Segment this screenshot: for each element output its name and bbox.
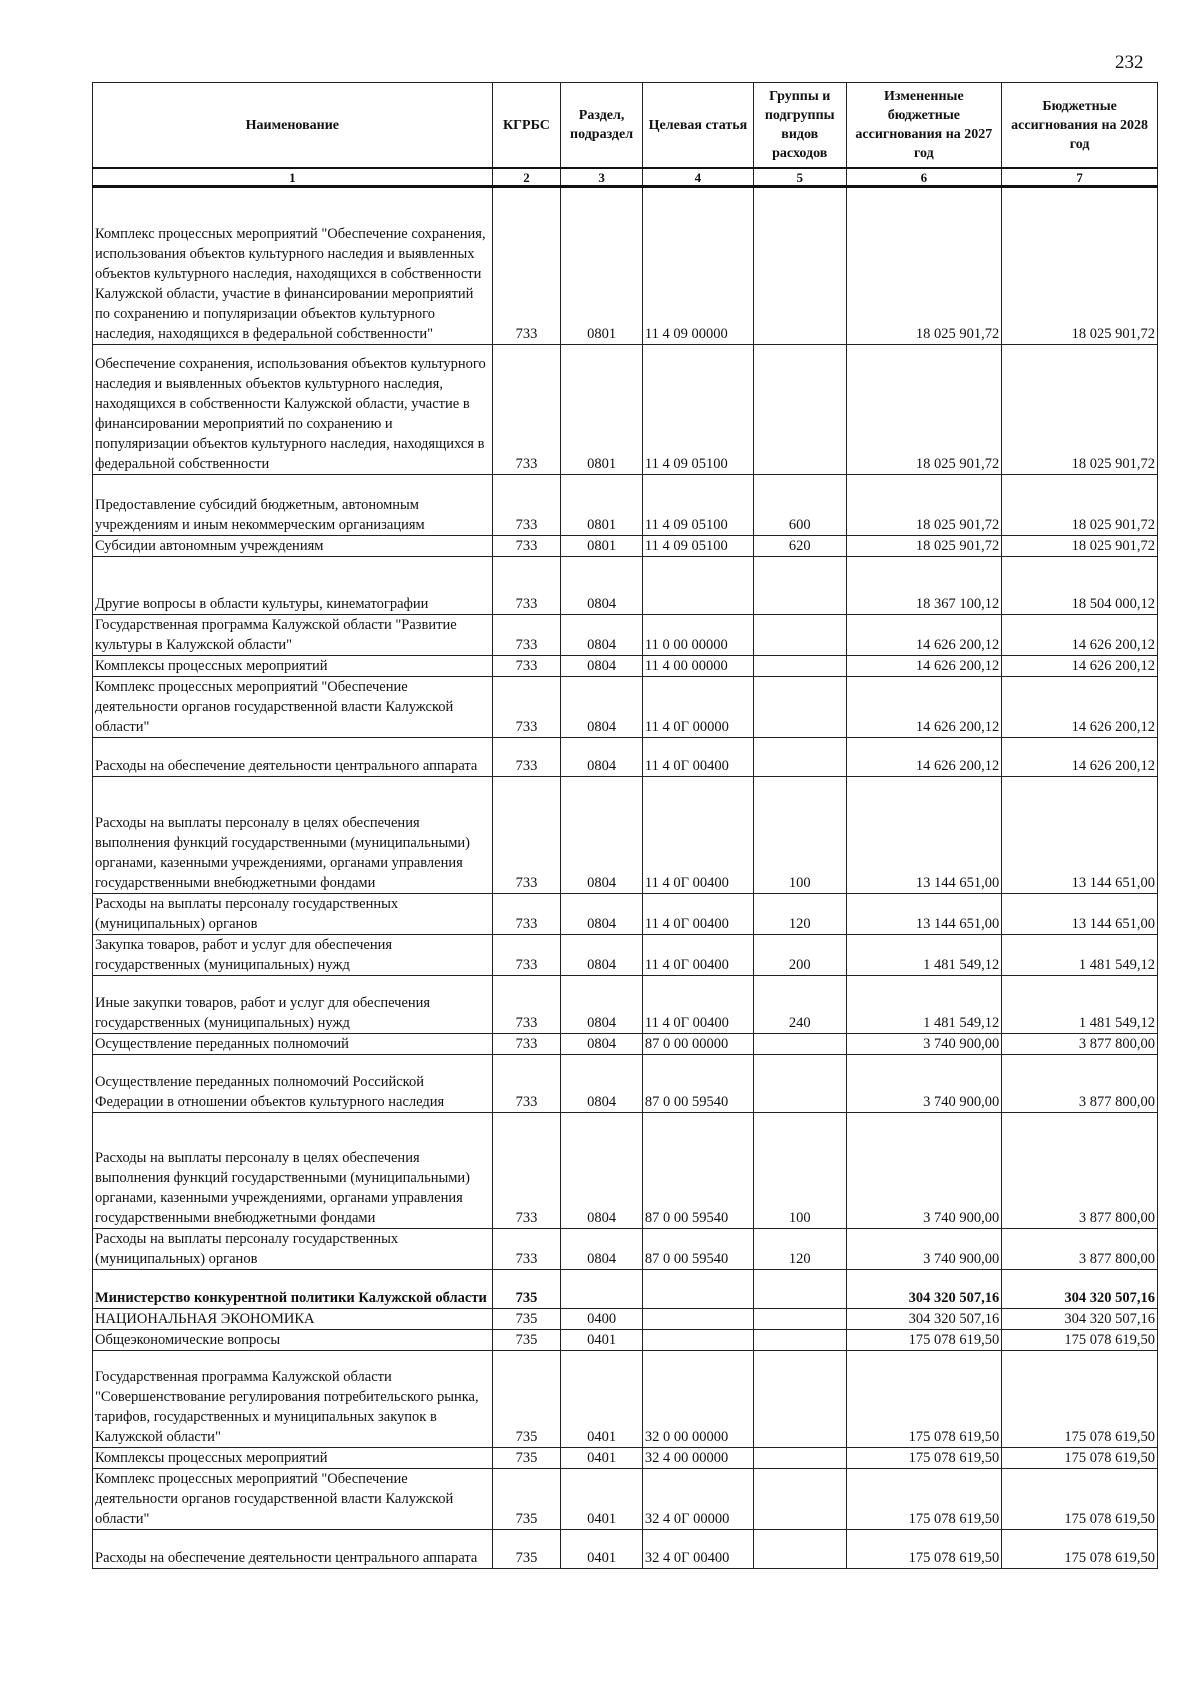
row-article: 11 4 00 00000 [642,656,753,677]
row-article: 11 4 0Г 00400 [642,894,753,935]
row-amount-2028: 175 078 619,50 [1002,1448,1158,1469]
row-amount-2027: 3 740 900,00 [846,1229,1002,1270]
row-kgrbs: 733 [492,777,561,894]
row-article [642,1309,753,1330]
row-amount-2028: 175 078 619,50 [1002,1330,1158,1351]
row-article: 11 4 09 00000 [642,187,753,345]
row-name: Закупка товаров, работ и услуг для обеспечения государственных (муниципальных) нужд [93,935,493,976]
row-amount-2028: 3 877 800,00 [1002,1034,1158,1055]
row-article: 11 4 0Г 00400 [642,738,753,777]
row-group [753,615,846,656]
row-amount-2028: 3 877 800,00 [1002,1055,1158,1113]
row-name: Иные закупки товаров, работ и услуг для обеспечения государственных (муниципальных) нужд [93,976,493,1034]
row-section: 0401 [561,1330,643,1351]
header-budget-2028: Бюджетные ассигнования на 2028 год [1002,83,1158,169]
table-row [93,1469,1158,1530]
table-row [93,1034,1158,1055]
column-number: 1 [93,168,493,187]
row-name: Расходы на обеспечение деятельности центрального аппарата [93,738,493,777]
row-article: 11 4 09 05100 [642,536,753,557]
row-section: 0801 [561,475,643,536]
header-amended-2027: Измененные бюджетные ассигнования на 2027 год [846,83,1002,169]
row-amount-2027: 18 025 901,72 [846,187,1002,345]
row-amount-2027: 18 025 901,72 [846,536,1002,557]
row-kgrbs: 733 [492,1113,561,1229]
header-article: Целевая статья [642,83,753,169]
row-name: Расходы на выплаты персоналу в целях обеспечения выполнения функций государственными (муниципальными) органами, казенными учреждениями, органами управления государственными внебюджетными фондами [93,1113,493,1229]
row-section: 0804 [561,894,643,935]
row-kgrbs: 733 [492,935,561,976]
table-row [93,777,1158,894]
header-kgrbs: КГРБС [492,83,561,169]
row-amount-2028: 14 626 200,12 [1002,677,1158,738]
row-article: 11 0 00 00000 [642,615,753,656]
row-name: Государственная программа Калужской области "Совершенствование регулирования потребительского рынка, тарифов, государственных и муниципальных закупок в Калужской области" [93,1351,493,1448]
table-row [93,1055,1158,1113]
row-section: 0804 [561,935,643,976]
row-name: Предоставление субсидий бюджетным, автономным учреждениям и иным некоммерческим организациям [93,475,493,536]
column-number: 4 [642,168,753,187]
row-group: 100 [753,1113,846,1229]
row-kgrbs: 733 [492,475,561,536]
row-amount-2028: 175 078 619,50 [1002,1469,1158,1530]
row-name: Расходы на выплаты персоналу государственных (муниципальных) органов [93,1229,493,1270]
row-article: 32 4 00 00000 [642,1448,753,1469]
table-row [93,1229,1158,1270]
row-group: 100 [753,777,846,894]
row-amount-2028: 1 481 549,12 [1002,976,1158,1034]
row-name: Расходы на обеспечение деятельности центрального аппарата [93,1530,493,1569]
row-kgrbs: 733 [492,894,561,935]
column-number-row [93,168,1158,187]
row-group [753,1055,846,1113]
row-section: 0401 [561,1351,643,1448]
row-section: 0801 [561,187,643,345]
row-kgrbs: 733 [492,976,561,1034]
row-amount-2027: 14 626 200,12 [846,656,1002,677]
header-group: Группы и подгруппы видов расходов [753,83,846,169]
row-amount-2027: 3 740 900,00 [846,1055,1002,1113]
row-group [753,1330,846,1351]
row-group [753,656,846,677]
table-row [93,1530,1158,1569]
row-section: 0400 [561,1309,643,1330]
row-amount-2027: 175 078 619,50 [846,1351,1002,1448]
column-number: 7 [1002,168,1158,187]
row-article [642,1330,753,1351]
row-kgrbs: 733 [492,738,561,777]
table-row [93,1270,1158,1309]
row-section: 0804 [561,557,643,615]
row-amount-2027: 18 367 100,12 [846,557,1002,615]
row-amount-2028: 18 025 901,72 [1002,187,1158,345]
row-amount-2027: 14 626 200,12 [846,738,1002,777]
row-group: 600 [753,475,846,536]
row-amount-2027: 14 626 200,12 [846,677,1002,738]
row-article [642,1270,753,1309]
row-group: 620 [753,536,846,557]
header-name: Наименование [93,83,493,169]
row-article: 11 4 0Г 00400 [642,777,753,894]
row-amount-2027: 13 144 651,00 [846,777,1002,894]
row-kgrbs: 733 [492,1055,561,1113]
row-group [753,677,846,738]
row-section: 0804 [561,615,643,656]
row-amount-2028: 304 320 507,16 [1002,1309,1158,1330]
row-amount-2028: 175 078 619,50 [1002,1530,1158,1569]
row-kgrbs: 733 [492,615,561,656]
row-name: Государственная программа Калужской области "Развитие культуры в Калужской области" [93,615,493,656]
row-article: 11 4 0Г 00000 [642,677,753,738]
row-amount-2028: 18 025 901,72 [1002,345,1158,475]
row-section: 0804 [561,656,643,677]
row-article: 32 4 0Г 00400 [642,1530,753,1569]
row-amount-2027: 14 626 200,12 [846,615,1002,656]
row-article: 11 4 09 05100 [642,345,753,475]
row-amount-2027: 18 025 901,72 [846,475,1002,536]
row-name: Комплексы процессных мероприятий [93,656,493,677]
row-kgrbs: 735 [492,1330,561,1351]
row-group [753,187,846,345]
row-name: Расходы на выплаты персоналу государственных (муниципальных) органов [93,894,493,935]
row-name: НАЦИОНАЛЬНАЯ ЭКОНОМИКА [93,1309,493,1330]
row-name: Общеэкономические вопросы [93,1330,493,1351]
row-amount-2027: 175 078 619,50 [846,1448,1002,1469]
row-kgrbs: 735 [492,1448,561,1469]
row-kgrbs: 733 [492,557,561,615]
row-section: 0804 [561,1055,643,1113]
table-row [93,935,1158,976]
row-amount-2028: 14 626 200,12 [1002,656,1158,677]
row-kgrbs: 733 [492,1034,561,1055]
row-section: 0804 [561,1113,643,1229]
row-group [753,1448,846,1469]
row-article: 87 0 00 59540 [642,1113,753,1229]
row-name: Обеспечение сохранения, использования объектов культурного наследия и выявленных объектов культурного наследия, находящихся в собственности Калужской области, участие в финансировании мероприятий по сохранению и популяризации объектов культурного наследия, находящихся в федеральной собственности [93,345,493,475]
table-row [93,1351,1158,1448]
row-amount-2028: 18 504 000,12 [1002,557,1158,615]
row-article [642,557,753,615]
row-section: 0401 [561,1448,643,1469]
row-group [753,1469,846,1530]
row-section: 0804 [561,1229,643,1270]
row-section: 0804 [561,976,643,1034]
table-row [93,187,1158,345]
row-name: Осуществление переданных полномочий [93,1034,493,1055]
row-amount-2027: 3 740 900,00 [846,1113,1002,1229]
row-group [753,1270,846,1309]
row-kgrbs: 733 [492,1229,561,1270]
row-amount-2028: 18 025 901,72 [1002,475,1158,536]
row-section [561,1270,643,1309]
row-article: 87 0 00 59540 [642,1229,753,1270]
row-group [753,557,846,615]
row-article: 87 0 00 59540 [642,1055,753,1113]
row-kgrbs: 735 [492,1469,561,1530]
page-number: 232 [1115,52,1144,73]
row-kgrbs: 735 [492,1309,561,1330]
row-group [753,1034,846,1055]
row-group: 120 [753,894,846,935]
table-row [93,475,1158,536]
row-amount-2027: 304 320 507,16 [846,1309,1002,1330]
row-amount-2028: 304 320 507,16 [1002,1270,1158,1309]
table-row [93,1113,1158,1229]
table-row [93,677,1158,738]
row-group: 200 [753,935,846,976]
row-section: 0804 [561,1034,643,1055]
row-amount-2027: 1 481 549,12 [846,976,1002,1034]
row-name: Субсидии автономным учреждениям [93,536,493,557]
column-number: 6 [846,168,1002,187]
table-row [93,345,1158,475]
row-amount-2027: 304 320 507,16 [846,1270,1002,1309]
row-section: 0804 [561,738,643,777]
table-body [93,187,1158,1569]
row-amount-2028: 14 626 200,12 [1002,615,1158,656]
table-row [93,894,1158,935]
row-article: 11 4 0Г 00400 [642,935,753,976]
row-amount-2028: 18 025 901,72 [1002,536,1158,557]
row-name: Комплекс процессных мероприятий "Обеспечение сохранения, использования объектов культурного наследия и выявленных объектов культурного наследия, находящихся в собственности Калужской области, участие в финансировании мероприятий по сохранению и популяризации объектов культурного наследия, находящихся в федеральной собственности" [93,187,493,345]
row-group [753,1351,846,1448]
row-amount-2028: 3 877 800,00 [1002,1113,1158,1229]
row-group [753,345,846,475]
row-amount-2027: 175 078 619,50 [846,1469,1002,1530]
row-name: Осуществление переданных полномочий Российской Федерации в отношении объектов культурного наследия [93,1055,493,1113]
row-name: Министерство конкурентной политики Калужской области [93,1270,493,1309]
table-row [93,1309,1158,1330]
table-header [93,83,1158,187]
row-amount-2028: 175 078 619,50 [1002,1351,1158,1448]
row-kgrbs: 735 [492,1270,561,1309]
table-row [93,738,1158,777]
row-amount-2027: 3 740 900,00 [846,1034,1002,1055]
column-number: 2 [492,168,561,187]
table-row [93,1330,1158,1351]
table-row [93,1448,1158,1469]
row-article: 11 4 09 05100 [642,475,753,536]
row-amount-2028: 1 481 549,12 [1002,935,1158,976]
row-group [753,1309,846,1330]
row-amount-2027: 18 025 901,72 [846,345,1002,475]
row-kgrbs: 735 [492,1351,561,1448]
row-section: 0804 [561,777,643,894]
row-amount-2027: 13 144 651,00 [846,894,1002,935]
row-amount-2028: 14 626 200,12 [1002,738,1158,777]
row-kgrbs: 733 [492,536,561,557]
budget-table [92,82,1158,1569]
row-article: 32 0 00 00000 [642,1351,753,1448]
table-row [93,615,1158,656]
row-kgrbs: 735 [492,1530,561,1569]
row-section: 0804 [561,677,643,738]
row-group: 240 [753,976,846,1034]
row-section: 0801 [561,345,643,475]
row-name: Другие вопросы в области культуры, кинематографии [93,557,493,615]
row-group: 120 [753,1229,846,1270]
row-kgrbs: 733 [492,345,561,475]
row-name: Расходы на выплаты персоналу в целях обеспечения выполнения функций государственными (муниципальными) органами, казенными учреждениями, органами управления государственными внебюджетными фондами [93,777,493,894]
table-row [93,536,1158,557]
row-name: Комплекс процессных мероприятий "Обеспечение деятельности органов государственной власти Калужской области" [93,677,493,738]
row-kgrbs: 733 [492,656,561,677]
header-section: Раздел, подраздел [561,83,643,169]
column-number: 3 [561,168,643,187]
table-row [93,656,1158,677]
row-kgrbs: 733 [492,187,561,345]
table-row [93,557,1158,615]
row-amount-2028: 3 877 800,00 [1002,1229,1158,1270]
row-amount-2028: 13 144 651,00 [1002,894,1158,935]
table-row [93,976,1158,1034]
row-name: Комплекс процессных мероприятий "Обеспечение деятельности органов государственной власти Калужской области" [93,1469,493,1530]
row-group [753,1530,846,1569]
row-name: Комплексы процессных мероприятий [93,1448,493,1469]
row-section: 0401 [561,1469,643,1530]
row-article: 32 4 0Г 00000 [642,1469,753,1530]
column-number: 5 [753,168,846,187]
row-amount-2027: 1 481 549,12 [846,935,1002,976]
row-article: 11 4 0Г 00400 [642,976,753,1034]
row-group [753,738,846,777]
row-article: 87 0 00 00000 [642,1034,753,1055]
row-section: 0401 [561,1530,643,1569]
row-kgrbs: 733 [492,677,561,738]
row-amount-2028: 13 144 651,00 [1002,777,1158,894]
row-amount-2027: 175 078 619,50 [846,1330,1002,1351]
row-amount-2027: 175 078 619,50 [846,1530,1002,1569]
row-section: 0801 [561,536,643,557]
